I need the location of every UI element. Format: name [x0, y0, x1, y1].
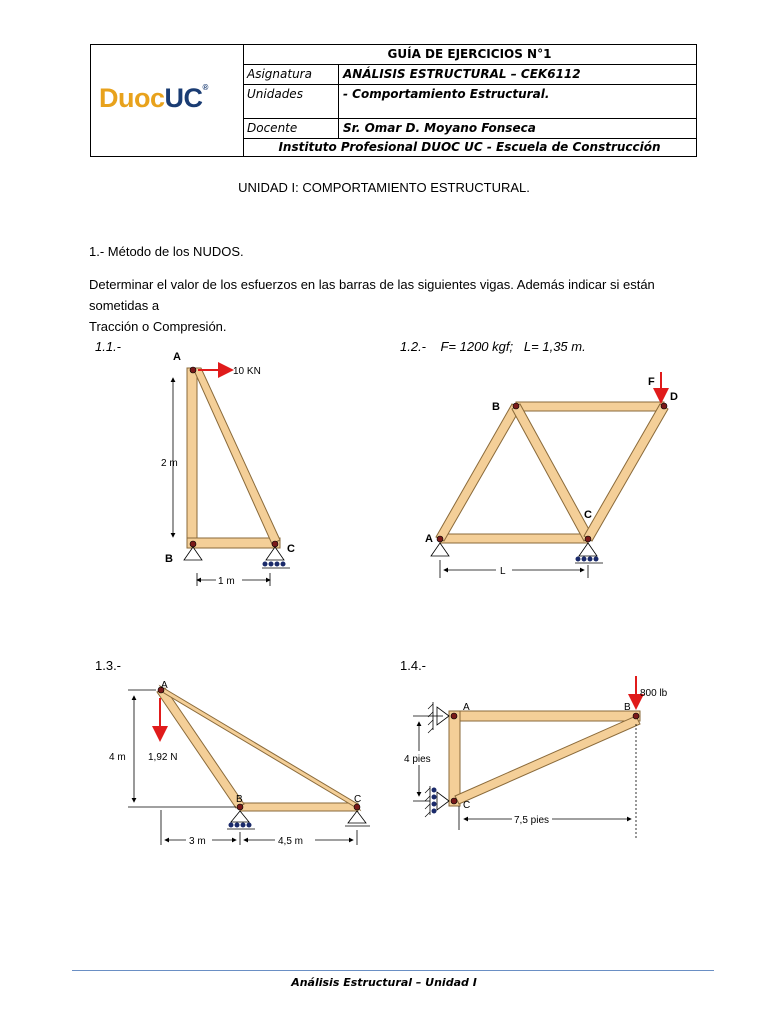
node-c-pin — [451, 798, 457, 804]
roller-support-b — [231, 811, 249, 822]
roller-support-c — [266, 547, 284, 560]
node-a-pin — [437, 536, 443, 542]
bar-ac — [160, 686, 360, 810]
bar-ab — [157, 688, 244, 808]
roller-dots-b — [229, 823, 252, 828]
unit-title: UNIDAD I: COMPORTAMIENTO ESTRUCTURAL. — [238, 180, 530, 195]
roller-support-c — [579, 543, 597, 556]
height-label: 4 m — [109, 752, 126, 763]
bar-bc — [187, 538, 280, 548]
pin-support-b — [184, 547, 202, 560]
node-b-pin — [513, 403, 519, 409]
height-label: 2 m — [161, 458, 178, 469]
bar-ab — [187, 368, 197, 545]
roller-dots-c — [432, 788, 437, 814]
load-label: 10 KN — [233, 366, 261, 377]
node-b-pin — [190, 541, 196, 547]
instructions-line-1: Determinar el valor de los esfuerzos en las barras de las siguientes vigas. Además indicar si están sometidas a — [89, 277, 655, 313]
label-b: B — [236, 794, 243, 805]
height-label: 4 pies — [404, 754, 431, 765]
label-a: A — [463, 702, 470, 713]
bar-ac — [193, 368, 280, 544]
node-c-pin — [272, 541, 278, 547]
label-b: B — [165, 553, 173, 565]
guide-title: GUÍA DE EJERCICIOS N°1 — [387, 47, 552, 61]
truss-1-3 — [109, 680, 370, 847]
label-a: A — [161, 680, 168, 691]
pin-support-c — [348, 811, 366, 823]
units-label: Unidades — [247, 87, 303, 101]
footer-text: Análisis Estructural – Unidad I — [291, 976, 477, 989]
label-c: C — [287, 543, 295, 555]
node-d-pin — [661, 403, 667, 409]
bar-bc — [455, 716, 640, 804]
node-a-pin — [190, 367, 196, 373]
bar-ac — [440, 534, 588, 543]
label-d: D — [670, 391, 678, 403]
truss-1-1 — [161, 351, 295, 587]
bar-ab — [449, 711, 640, 721]
width-label: 7,5 pies — [514, 815, 550, 826]
width-label: 1 m — [218, 576, 235, 587]
label-c: C — [354, 794, 362, 805]
bar-bd — [516, 402, 664, 411]
subject-label: Asignatura — [247, 67, 312, 81]
teacher-label: Docente — [247, 121, 298, 135]
truss-1-2 — [425, 372, 678, 578]
footer-divider — [72, 970, 714, 971]
roller-dots-c — [576, 557, 599, 562]
load-label: 800 lb — [640, 688, 668, 699]
exercise-1-3-number: 1.3.- — [95, 658, 122, 673]
dim-1-label: 3 m — [189, 836, 206, 847]
subject-value: ANÁLISIS ESTRUCTURAL – CEK6112 — [343, 67, 581, 81]
dim-2-label: 4,5 m — [278, 836, 304, 847]
exercise-1-2-number: 1.2.- F= 1200 kgf; L= 1,35 m. — [400, 339, 586, 354]
duoc-logo: DuocUC® — [99, 83, 208, 113]
node-b-pin — [633, 713, 639, 719]
section-title: 1.- Método de los NUDOS. — [89, 244, 244, 259]
exercise-1-1-number: 1.1.- — [95, 339, 122, 354]
pin-support-a — [431, 543, 449, 556]
roller-support-c — [437, 792, 449, 810]
label-c: C — [463, 800, 471, 811]
bar-bc — [240, 803, 358, 811]
label-a: A — [173, 351, 181, 363]
bar-cd — [584, 404, 668, 541]
truss-1-4 — [402, 676, 668, 838]
span-label: L — [500, 566, 506, 577]
label-c: C — [584, 509, 592, 521]
label-a: A — [425, 533, 433, 545]
bar-bc — [512, 404, 592, 541]
label-b: B — [492, 401, 500, 413]
teacher-value: Sr. Omar D. Moyano Fonseca — [343, 121, 536, 135]
roller-dots-c — [263, 562, 286, 567]
bar-ab — [436, 404, 520, 541]
bar-ac — [449, 711, 460, 806]
load-label: F — [648, 376, 655, 388]
instructions-line-2: Tracción o Compresión. — [89, 319, 227, 334]
units-value: - Comportamiento Estructural. — [343, 87, 550, 101]
load-label: 1,92 N — [148, 752, 178, 763]
exercise-1-4-number: 1.4.- — [400, 658, 427, 673]
institute-name: Instituto Profesional DUOC UC - Escuela de Construcción — [278, 140, 661, 154]
label-b: B — [624, 702, 631, 713]
node-a-pin — [451, 713, 457, 719]
node-c-pin — [585, 536, 591, 542]
